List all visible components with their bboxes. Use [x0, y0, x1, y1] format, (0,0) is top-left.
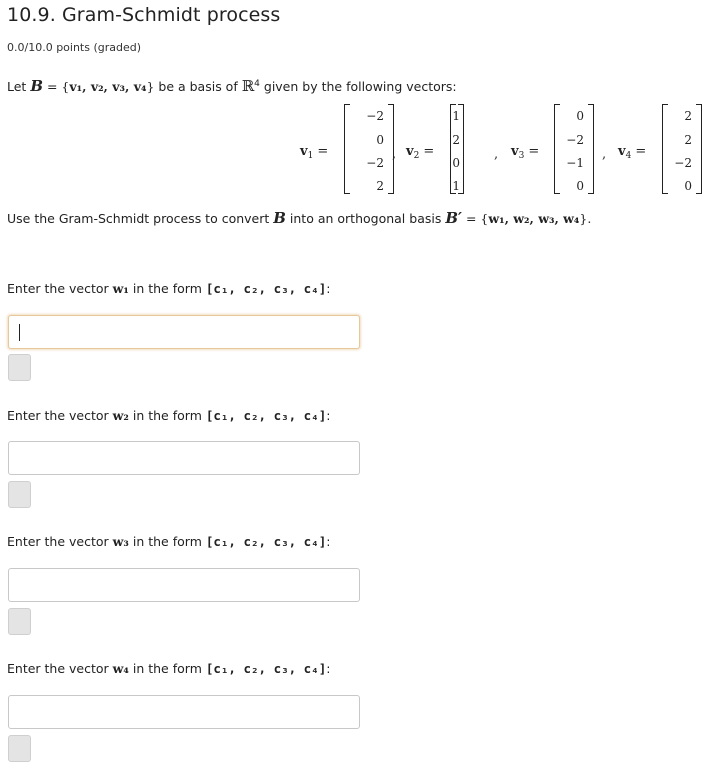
answer-input-w1[interactable]	[8, 315, 360, 349]
submit-button-w3[interactable]	[8, 608, 31, 635]
submit-button-w2[interactable]	[8, 481, 31, 508]
instruction-vectors-list: w₁, w₂, w₃, w₄	[488, 211, 580, 226]
intro-close: }	[146, 79, 155, 94]
matrix-cell: 2	[684, 133, 692, 147]
instruction-pre: Use the Gram-Schmidt process to convert	[7, 211, 274, 226]
matrix-v1	[344, 104, 397, 194]
matrix-cell: 0	[576, 109, 584, 123]
matrix-cell: 0	[684, 179, 692, 193]
page-title: 10.9. Gram-Schmidt process	[7, 4, 281, 26]
question-prompt-w3: Enter the vector w₃ in the form [c₁, c₂, c₃, c₄]:	[7, 534, 331, 549]
intro-tail: given by the following vectors:	[259, 79, 457, 94]
form-template: [c₁, c₂, c₃, c₄]	[205, 408, 327, 423]
points-label: 0.0/10.0 points (graded)	[7, 41, 142, 54]
form-template: [c₁, c₂, c₃, c₄]	[205, 534, 327, 549]
instruction-close: }.	[579, 211, 592, 226]
vector-label-v2: $v_2$ =	[406, 144, 435, 161]
matrix-cell: 1	[452, 109, 460, 123]
matrix-cell: 0	[452, 156, 460, 170]
matrix-v3	[554, 104, 594, 194]
answer-input-w2[interactable]	[8, 441, 360, 475]
matrix-v4	[662, 104, 702, 194]
vector-label-v1: $v_1$ =	[300, 144, 329, 161]
matrix-cell: 1	[452, 179, 460, 193]
matrix-cell: −2	[366, 156, 384, 170]
matrix-cell: 2	[452, 133, 460, 147]
intro-mid: be a basis of	[154, 79, 242, 94]
matrix-cell: 0	[576, 179, 584, 193]
matrix-cell: −2	[566, 133, 584, 147]
matrix-cell: −1	[566, 156, 584, 170]
intro-vectors-list: v₁, v₂, v₃, v₄	[69, 79, 147, 94]
basis-prime-symbol: B′	[445, 209, 462, 227]
question-prompt-w1: Enter the vector w₁ in the form [c₁, c₂, c₃, c₄]:	[7, 281, 331, 296]
vector-symbol: w₂	[112, 408, 129, 423]
vector-symbol: w₁	[112, 281, 129, 296]
matrix-cell: 2	[684, 109, 692, 123]
answer-input-w4[interactable]	[8, 695, 360, 729]
submit-button-w4[interactable]	[8, 735, 31, 762]
comma-separator: ,	[602, 147, 607, 162]
space-exponent: 4	[254, 78, 260, 89]
instruction-mid: into an orthogonal basis	[285, 211, 446, 226]
question-prompt-w2: Enter the vector w₂ in the form [c₁, c₂, c₃, c₄]:	[7, 408, 331, 423]
instruction-text	[7, 209, 591, 227]
form-template: [c₁, c₂, c₃, c₄]	[205, 281, 327, 296]
vector-label-v4: $v_4$ =	[618, 144, 647, 161]
matrix-cell: 2	[376, 179, 384, 193]
vector-label-v3: $v_3$ =	[511, 144, 540, 161]
comma-separator: ,	[392, 147, 397, 162]
vector-symbol: w₄	[112, 661, 129, 676]
answer-input-w3[interactable]	[8, 568, 360, 602]
instruction-eq-set: = {	[461, 211, 489, 226]
basis-symbol: B	[273, 209, 286, 227]
question-prompt-w4: Enter the vector w₄ in the form [c₁, c₂, c₃, c₄]:	[7, 661, 331, 676]
text-caret	[19, 324, 20, 341]
vector-symbol: w₃	[112, 534, 129, 549]
intro-eq-set: = {	[43, 79, 70, 94]
submit-button-w1[interactable]	[8, 354, 31, 381]
matrix-cell: −2	[366, 109, 384, 123]
form-template: [c₁, c₂, c₃, c₄]	[205, 661, 327, 676]
matrix-cell: −2	[674, 156, 692, 170]
space-symbol: ℝ	[241, 77, 255, 95]
intro-text	[7, 77, 457, 95]
basis-symbol: B	[30, 77, 43, 95]
intro-let: Let	[7, 79, 31, 94]
comma-separator: ,	[494, 147, 499, 162]
matrix-cell: 0	[376, 133, 384, 147]
matrix-v2	[450, 104, 464, 194]
